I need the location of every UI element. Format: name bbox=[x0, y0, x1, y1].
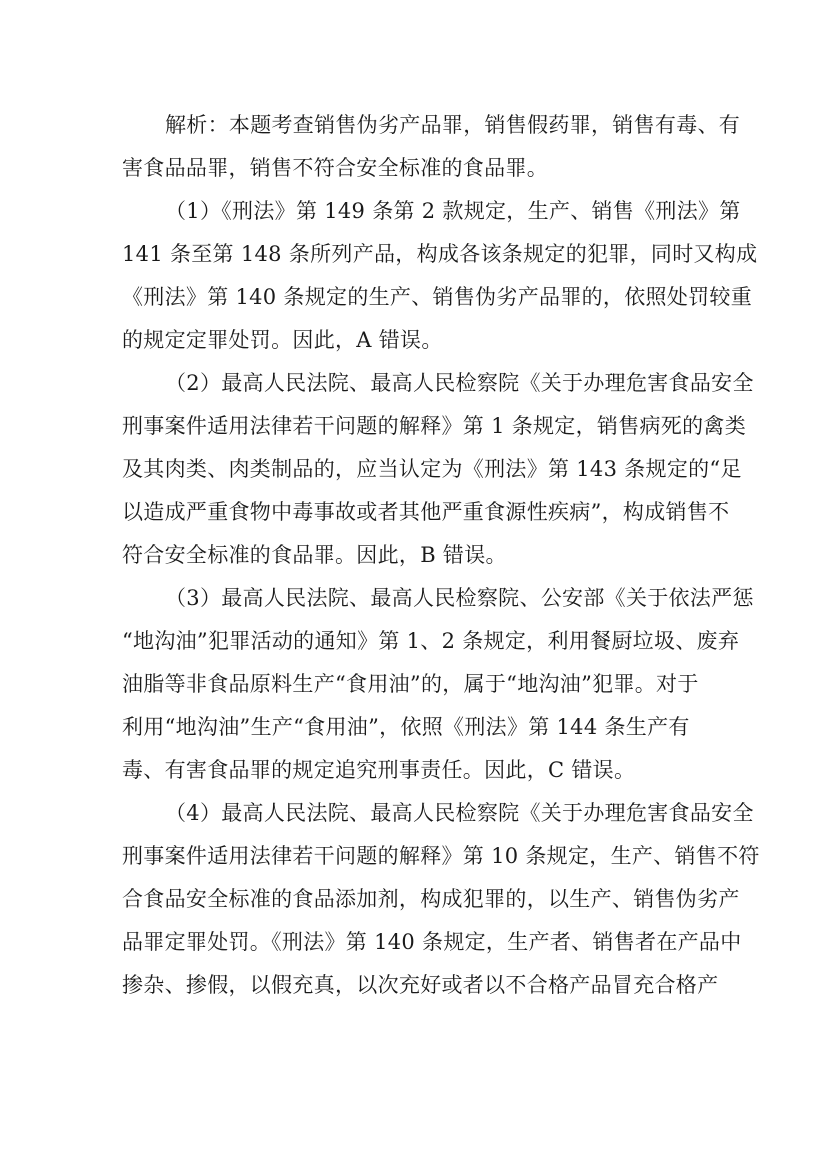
text-line: 及其肉类、肉类制品的，应当认定为《刑法》第 143 条规定的“足 bbox=[122, 457, 742, 481]
text-line: 毒、有害食品罪的规定追究刑事责任。因此，C 错误。 bbox=[122, 758, 636, 782]
text-line: 掺杂、掺假，以假充真，以次充好或者以不合格产品冒充合格产 bbox=[122, 973, 719, 997]
text-line: 油脂等非食品原料生产“食用油”的，属于“地沟油”犯罪。对于 bbox=[122, 672, 699, 696]
text-line: 利用“地沟油”生产“食用油”，依照《刑法》第 144 条生产有 bbox=[122, 715, 690, 739]
text-line: 的规定定罪处罚。因此，A 错误。 bbox=[122, 328, 443, 352]
text-line: 刑事案件适用法律若干问题的解释》第 1 条规定，销售病死的禽类 bbox=[122, 414, 747, 438]
text-line: “地沟油”犯罪活动的通知》第 1、2 条规定，利用餐厨垃圾、废弃 bbox=[122, 629, 740, 653]
text-line: （4）最高人民法院、最高人民检察院《关于办理危害食品安全 bbox=[165, 801, 754, 825]
text-line: 解析：本题考查销售伪劣产品罪，销售假药罪，销售有毒、有 bbox=[165, 113, 741, 137]
text-line: 以造成严重食物中毒事故或者其他严重食源性疾病”，构成销售不 bbox=[122, 500, 730, 524]
text-line: 141 条至第 148 条所列产品，构成各该条规定的犯罪，同时又构成 bbox=[122, 242, 758, 266]
text-line: 刑事案件适用法律若干问题的解释》第 10 条规定，生产、销售不符 bbox=[122, 844, 760, 868]
text-line: （1）《刑法》第 149 条第 2 款规定，生产、销售《刑法》第 bbox=[165, 199, 741, 223]
text-line: 害食品品罪，销售不符合安全标准的食品罪。 bbox=[122, 156, 548, 180]
text-line: 《刑法》第 140 条规定的生产、销售伪劣产品罪的，依照处罚较重 bbox=[122, 285, 753, 309]
text-line: 品罪定罪处罚。《刑法》第 140 条规定，生产者、销售者在产品中 bbox=[122, 930, 742, 954]
text-line: 符合安全标准的食品罪。因此，B 错误。 bbox=[122, 543, 507, 567]
text-line: （2）最高人民法院、最高人民检察院《关于办理危害食品安全 bbox=[165, 371, 754, 395]
text-line: （3）最高人民法院、最高人民检察院、公安部《关于依法严惩 bbox=[165, 586, 754, 610]
text-line: 合食品安全标准的食品添加剂，构成犯罪的，以生产、销售伪劣产 bbox=[122, 887, 740, 911]
